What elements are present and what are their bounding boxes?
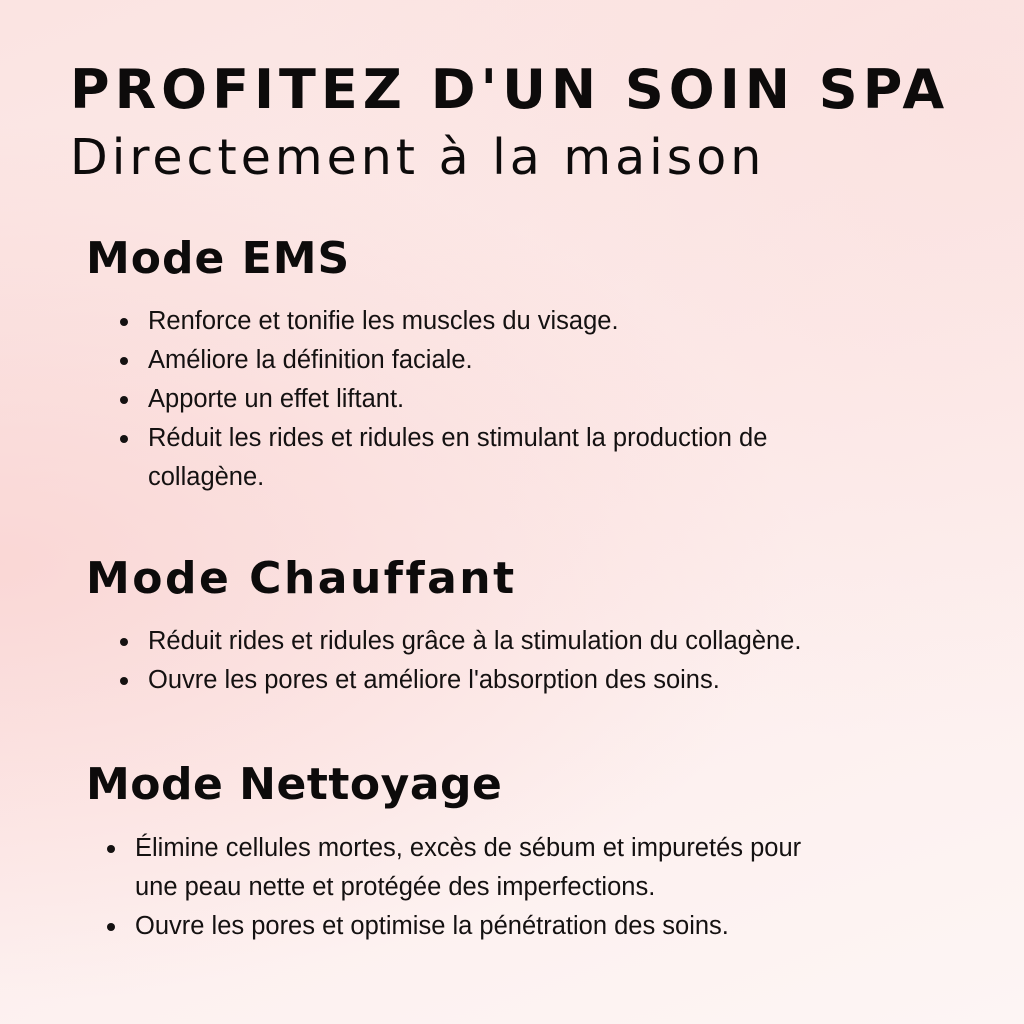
list-item: Élimine cellules mortes, excès de sébum et impuretés pour une peau nette et protégée des imperfections.	[107, 829, 827, 907]
section-heading-chauffant: Mode Chauffant	[86, 553, 517, 604]
list-item: Renforce et tonifie les muscles du visage.	[120, 302, 880, 341]
section-heading-ems: Mode EMS	[86, 233, 351, 284]
bullet-list-chauffant	[120, 622, 920, 700]
list-item: Réduit les rides et ridules en stimulant la production de collagène.	[120, 419, 880, 497]
list-item: Ouvre les pores et optimise la pénétration des soins.	[107, 907, 827, 946]
list-item: Réduit rides et ridules grâce à la stimulation du collagène.	[120, 622, 920, 661]
list-item: Améliore la définition faciale.	[120, 341, 880, 380]
page-subtitle: Directement à la maison	[70, 129, 766, 186]
list-item: Ouvre les pores et améliore l'absorption des soins.	[120, 661, 920, 700]
bullet-list-nettoyage	[107, 829, 827, 946]
bullet-list-ems	[120, 302, 880, 497]
list-item: Apporte un effet liftant.	[120, 380, 880, 419]
page-title: PROFITEZ D'UN SOIN SPA	[70, 58, 950, 121]
section-heading-nettoyage: Mode Nettoyage	[86, 759, 503, 810]
